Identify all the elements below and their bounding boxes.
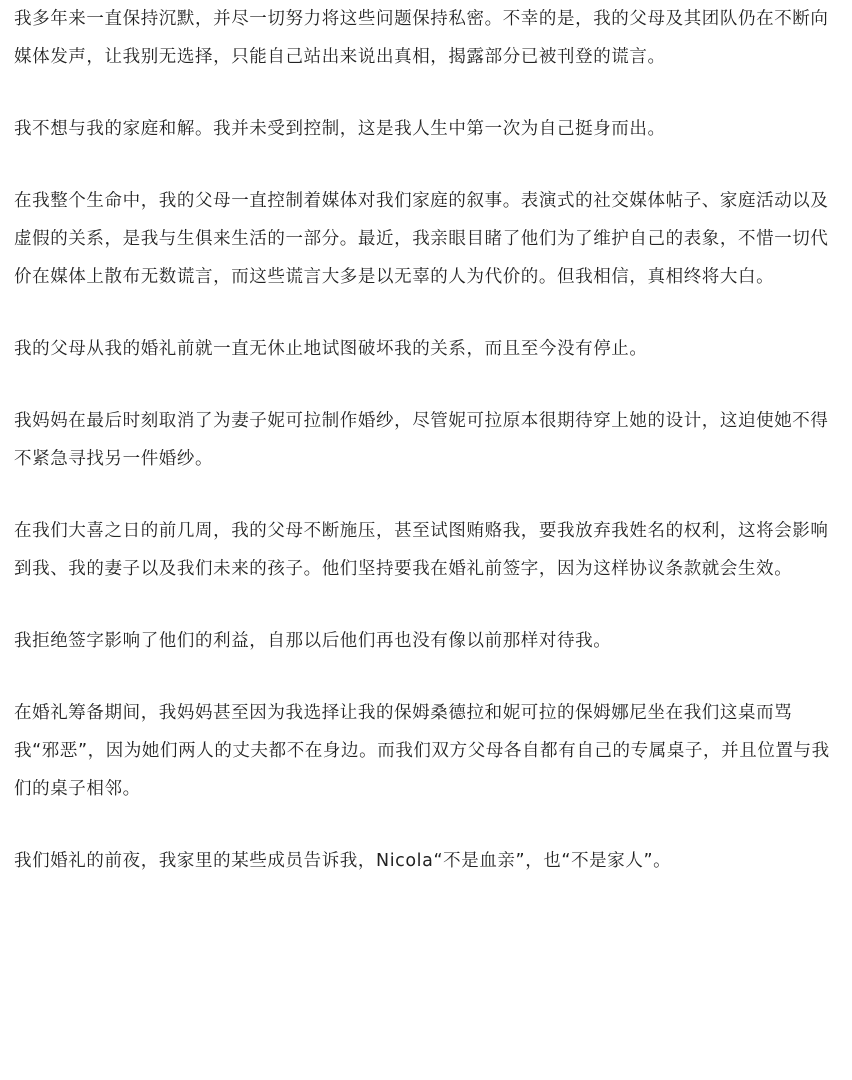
paragraph-5: 我妈妈在最后时刻取消了为妻子妮可拉制作婚纱，尽管妮可拉原本很期待穿上她的设计，这迫使她不得不紧急寻找另一件婚纱。 [14,411,829,469]
paragraph-3: 在我整个生命中，我的父母一直控制着媒体对我们家庭的叙事。表演式的社交媒体帖子、家庭活动以及虚假的关系，是我与生俱来生活的一部分。最近，我亲眼目睹了他们为了维护自己的表象，不惜一切代价在媒体上散布无数谎言，而这些谎言大多是以无辜的人为代价的。但我相信，真相终将大白。 [14,191,829,287]
paragraph-9: 我们婚礼的前夜，我家里的某些成员告诉我，Nicola“不是血亲”，也“不是家人”。 [14,851,672,871]
paragraph-2: 我不想与我的家庭和解。我并未受到控制，这是我人生中第一次为自己挺身而出。 [14,119,666,139]
paragraph-1: 我多年来一直保持沉默，并尽一切努力将这些问题保持私密。不幸的是，我的父母及其团队仍在不断向媒体发声，让我别无选择，只能自己站出来说出真相，揭露部分已被刊登的谎言。 [14,9,829,67]
paragraph-7: 我拒绝签字影响了他们的利益，自那以后他们再也没有像以前那样对待我。 [14,631,612,651]
paragraph-6: 在我们大喜之日的前几周，我的父母不断施压，甚至试图贿赂我，要我放弃我姓名的权利，这将会影响到我、我的妻子以及我们未来的孩子。他们坚持要我在婚礼前签字，因为这样协议条款就会生效。 [14,521,829,579]
paragraph-4: 我的父母从我的婚礼前就一直无休止地试图破坏我的关系，而且至今没有停止。 [14,339,648,359]
paragraph-8: 在婚礼筹备期间，我妈妈甚至因为我选择让我的保姆桑德拉和妮可拉的保姆娜尼坐在我们这桌而骂我“邪恶”，因为她们两人的丈夫都不在身边。而我们双方父母各自都有自己的专属桌子，并且位置与我们的桌子相邻。 [14,703,830,799]
